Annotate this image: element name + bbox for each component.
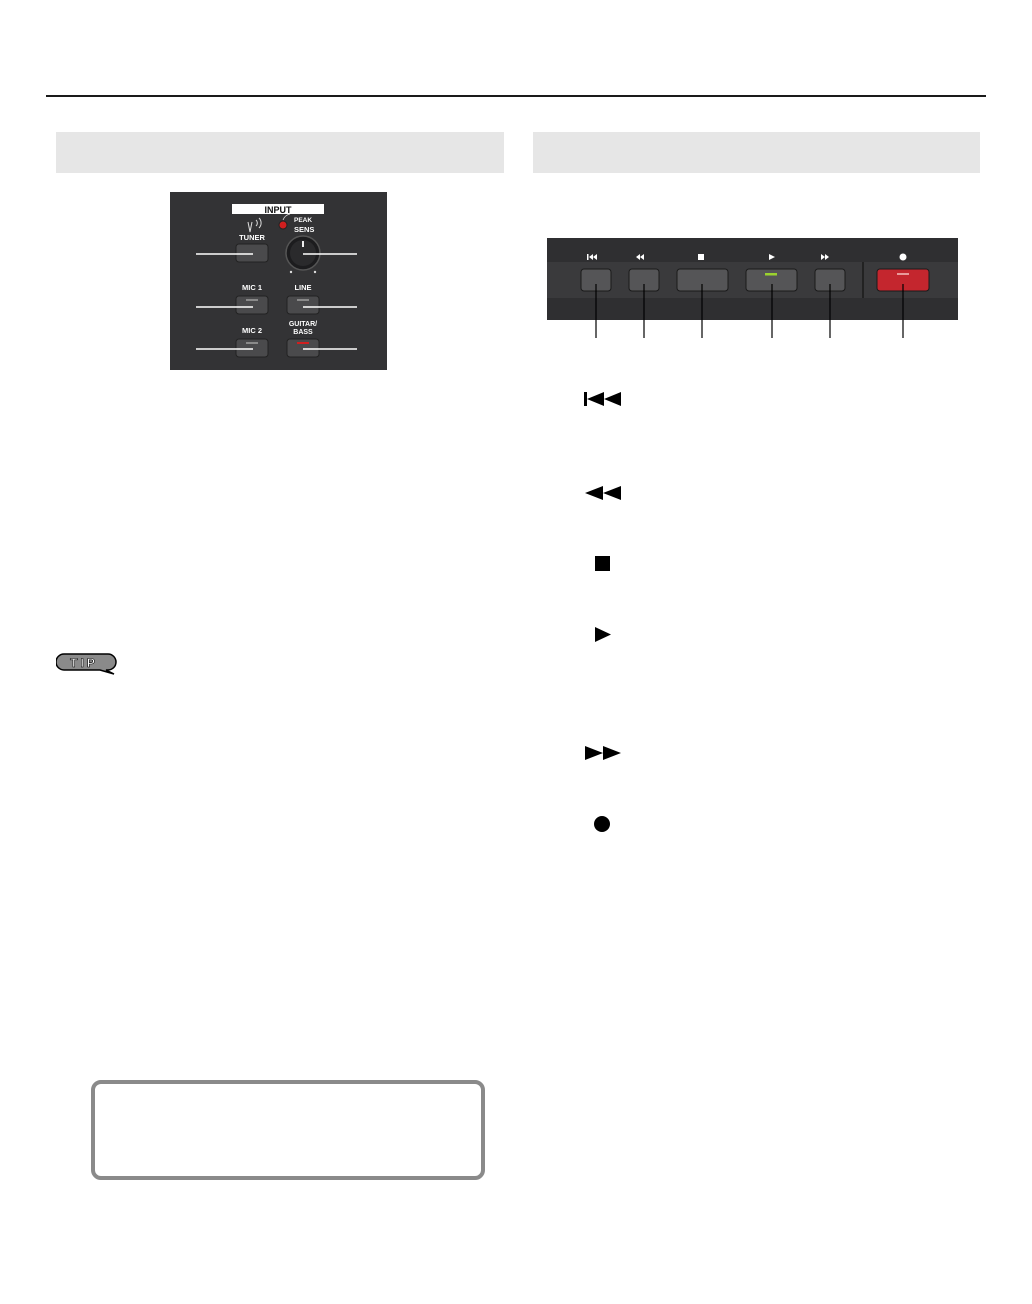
mic1-button [236,296,268,314]
leader-lines [196,254,357,349]
line-label: LINE [294,283,312,292]
transport-panel-illustration [547,238,958,338]
play-icon [595,627,611,642]
skip-back-icon [584,392,622,406]
stop-icon [698,254,704,260]
rewind-icon [585,486,621,500]
tuning-fork-icon [248,218,261,232]
note-box [91,1080,485,1180]
header-rule [46,95,986,97]
peak-led [279,221,287,229]
peak-label: PEAK [294,217,313,224]
section-header-input [56,132,504,173]
tip-label: TIP [70,656,98,670]
sens-label: SENS [294,225,315,234]
mic2-button [236,339,268,357]
stop-icon [595,556,610,571]
tip-badge [56,653,118,680]
record-icon [594,816,610,832]
section-header-transport [533,132,980,173]
input-title: INPUT [264,205,292,215]
fast-forward-icon [585,746,621,760]
mic2-label: MIC 2 [241,326,263,335]
tuner-button [236,244,268,262]
mic1-label: MIC 1 [241,283,263,292]
guitar-bass-label-line2: BASS [293,329,313,336]
line-button [287,296,319,314]
guitar-bass-label-line1: GUITAR/ [288,321,318,328]
guitar-bass-button [287,339,319,357]
input-panel-illustration [170,192,387,370]
play-led [765,273,777,276]
record-icon [900,254,907,261]
tuner-label: TUNER [239,233,265,242]
